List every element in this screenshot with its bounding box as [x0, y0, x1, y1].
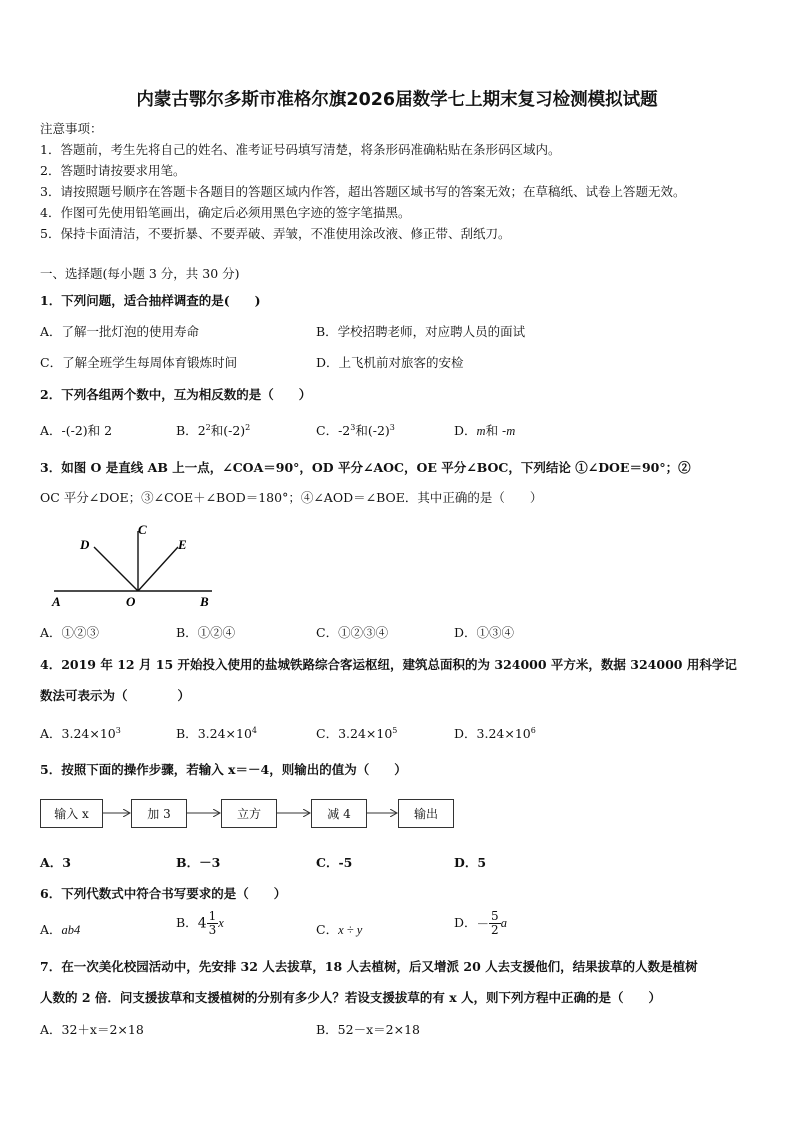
notice-heading: 注意事项： [40, 121, 103, 136]
q3-option-a[interactable]: A．①②③ [40, 625, 100, 640]
label-a: A [52, 594, 61, 608]
q4-c-mantissa: 3.24×10 [338, 726, 393, 741]
q4-option-d[interactable] [454, 724, 536, 742]
label-b: B [200, 594, 209, 608]
q2-c-exp1: 3 [350, 423, 356, 432]
q6-c-label: C． [316, 922, 339, 937]
q7-option-a[interactable]: A．32＋x＝2×18 [40, 1022, 144, 1037]
q6-option-d[interactable] [454, 910, 507, 937]
page-title: 内蒙古鄂尔多斯市准格尔旗2026届数学七上期末复习检测模拟试题 [136, 90, 658, 110]
q4-b-mantissa: 3.24×10 [197, 726, 252, 741]
q6-b-denominator: 3 [208, 923, 217, 937]
q2-d-var2: m [506, 424, 516, 438]
q6-d-denominator: 2 [491, 923, 499, 937]
q2-option-a[interactable] [40, 421, 112, 439]
q2-option-b[interactable] [176, 421, 250, 439]
q4-a-mantissa: 3.24×10 [61, 726, 116, 741]
notice-item-1: 1．答题前，考生先将自己的姓名、准考证号码填写清楚，将条形码准确粘贴在条形码区域内。 [40, 142, 561, 157]
q6-option-a[interactable] [40, 920, 80, 938]
q5-option-b[interactable]: B．－3 [176, 855, 221, 870]
q5-option-c[interactable]: C．-5 [316, 855, 353, 870]
q3-stem-line2: OC 平分∠DOE；③∠COE＋∠BOD＝180°；④∠AOD＝∠BOE．其中正确的是（ ） [40, 490, 543, 505]
q1-option-a[interactable]: A．了解一批灯泡的使用寿命 [40, 324, 200, 339]
q6-c-expr: x ÷ y [338, 923, 363, 937]
q5-option-d[interactable]: D．5 [454, 855, 487, 870]
q4-a-label: A． [40, 726, 62, 741]
q1-option-b[interactable]: B．学校招聘老师，对应聘人员的面试 [316, 324, 526, 339]
q7-stem-line2: 人数的 2 倍．问支援拔草和支援植树的分别有多少人？若设支援拔草的有 x 人，则下列方程中正确的是（ ） [40, 990, 662, 1005]
q6-stem: 6．下列代数式中符合书写要求的是（ ） [40, 886, 287, 901]
q6-a-expr: ab4 [61, 923, 81, 937]
q2-c-base2: 和(-2) [355, 423, 390, 438]
q6-d-numerator: 5 [491, 909, 499, 923]
q4-option-b[interactable] [176, 724, 257, 742]
q2-c-label: C． [316, 423, 339, 438]
q5-stem: 5．按照下面的操作步骤，若输入 x＝－4，则输出的值为（ ） [40, 762, 407, 777]
q7-option-b[interactable]: B．52－x＝2×18 [316, 1022, 420, 1037]
ray-oe [138, 547, 178, 591]
q2-b-base2: 和(-2) [210, 423, 246, 438]
section-heading: 一、选择题(每小题 3 分，共 30 分) [40, 266, 240, 281]
flow-step-output: 输出 [398, 799, 454, 828]
q6-d-label: D． [454, 915, 477, 930]
q6-b-var: x [218, 916, 224, 930]
notice-item-3: 3．请按照题号顺序在答题卡各题目的答题区域内作答，超出答题区域书写的答案无效；在草稿纸、试卷上答题无效。 [40, 184, 686, 199]
q6-b-whole: 4 [197, 915, 207, 932]
q6-option-b[interactable] [176, 910, 224, 937]
q2-d-label: D． [454, 423, 477, 438]
q3-option-c[interactable]: C．①②③④ [316, 625, 389, 640]
q2-d-mid: 和 - [485, 423, 507, 438]
q5-option-a[interactable]: A．3 [40, 855, 71, 870]
q4-d-label: D． [454, 726, 477, 741]
flow-step-input: 输入 x [40, 799, 103, 828]
q6-d-fraction [489, 910, 501, 937]
q3-stem-line1: 3．如图 O 是直线 AB 上一点，∠COA＝90°，OD 平分∠AOC，OE 平分∠BOC，下列结论 ①∠DOE＝90°；② [40, 460, 691, 475]
q6-a-label: A． [40, 922, 62, 937]
q2-d-var1: m [476, 424, 486, 438]
flow-arrows [0, 799, 420, 827]
q1-option-c[interactable]: C．了解全班学生每周体育锻炼时间 [40, 355, 238, 370]
q4-b-label: B． [176, 726, 198, 741]
q6-b-fraction [207, 910, 219, 937]
q3-option-d[interactable]: D．①③④ [454, 625, 515, 640]
notice-item-4: 4．作图可先使用铅笔画出，确定后必须用黑色字迹的签字笔描黑。 [40, 205, 411, 220]
q4-option-a[interactable] [40, 724, 121, 742]
q2-a-label: A． [40, 423, 62, 438]
q1-stem: 1．下列问题，适合抽样调查的是( ) [40, 293, 261, 308]
label-c: C [138, 522, 147, 537]
q4-d-exp: 6 [530, 726, 536, 735]
label-o: O [126, 594, 136, 608]
notice-item-5: 5．保持卡面清洁，不要折暴、不要弄破、弄皱，不准使用涂改液、修正带、刮纸刀。 [40, 226, 511, 241]
q2-c-base1: -2 [338, 423, 351, 438]
q6-d-var: a [500, 916, 507, 930]
q4-b-exp: 4 [251, 726, 257, 735]
q2-option-c[interactable] [316, 421, 395, 439]
flow-step-add3: 加 3 [131, 799, 187, 828]
q2-b-base1: 2 [197, 423, 206, 438]
label-e: E [178, 537, 187, 552]
q6-b-numerator: 1 [208, 909, 217, 923]
flow-step-minus4: 减 4 [311, 799, 367, 828]
q4-c-exp: 5 [392, 726, 398, 735]
q2-option-d[interactable] [454, 421, 515, 439]
notice-item-2: 2．答题时请按要求用笔。 [40, 163, 186, 178]
q1-option-d[interactable]: D．上飞机前对旅客的安检 [316, 355, 464, 370]
q2-b-label: B． [176, 423, 198, 438]
q4-stem-line2: 数法可表示为（ ） [40, 688, 191, 703]
q4-option-c[interactable] [316, 724, 397, 742]
q2-a-text: -(-2)和 2 [61, 423, 113, 438]
q6-b-label: B． [176, 915, 198, 930]
q4-a-exp: 3 [115, 726, 121, 735]
q6-option-c[interactable] [316, 920, 362, 938]
q2-b-exp2: 2 [245, 423, 251, 432]
flow-step-cube: 立方 [221, 799, 277, 828]
label-d: D [80, 537, 90, 552]
q4-d-mantissa: 3.24×10 [476, 726, 531, 741]
q7-stem-line1: 7．在一次美化校园活动中，先安排 32 人去拔草，18 人去植树，后又增派 20 人去支援他们，结果拔草的人数是植树 [40, 959, 698, 974]
q6-d-sign: － [476, 916, 490, 932]
q2-c-exp2: 3 [389, 423, 395, 432]
q2-b-exp1: 2 [205, 423, 211, 432]
ray-od [94, 547, 138, 591]
q4-stem-line1: 4．2019 年 12 月 15 开始投入使用的盐城铁路综合客运枢纽，建筑总面积的为 324000 平方米，数据 324000 用科学记 [40, 657, 737, 672]
q4-c-label: C． [316, 726, 339, 741]
q3-option-b[interactable]: B．①②④ [176, 625, 236, 640]
q3-figure [40, 518, 230, 608]
q2-stem: 2．下列各组两个数中，互为相反数的是（ ） [40, 387, 312, 402]
